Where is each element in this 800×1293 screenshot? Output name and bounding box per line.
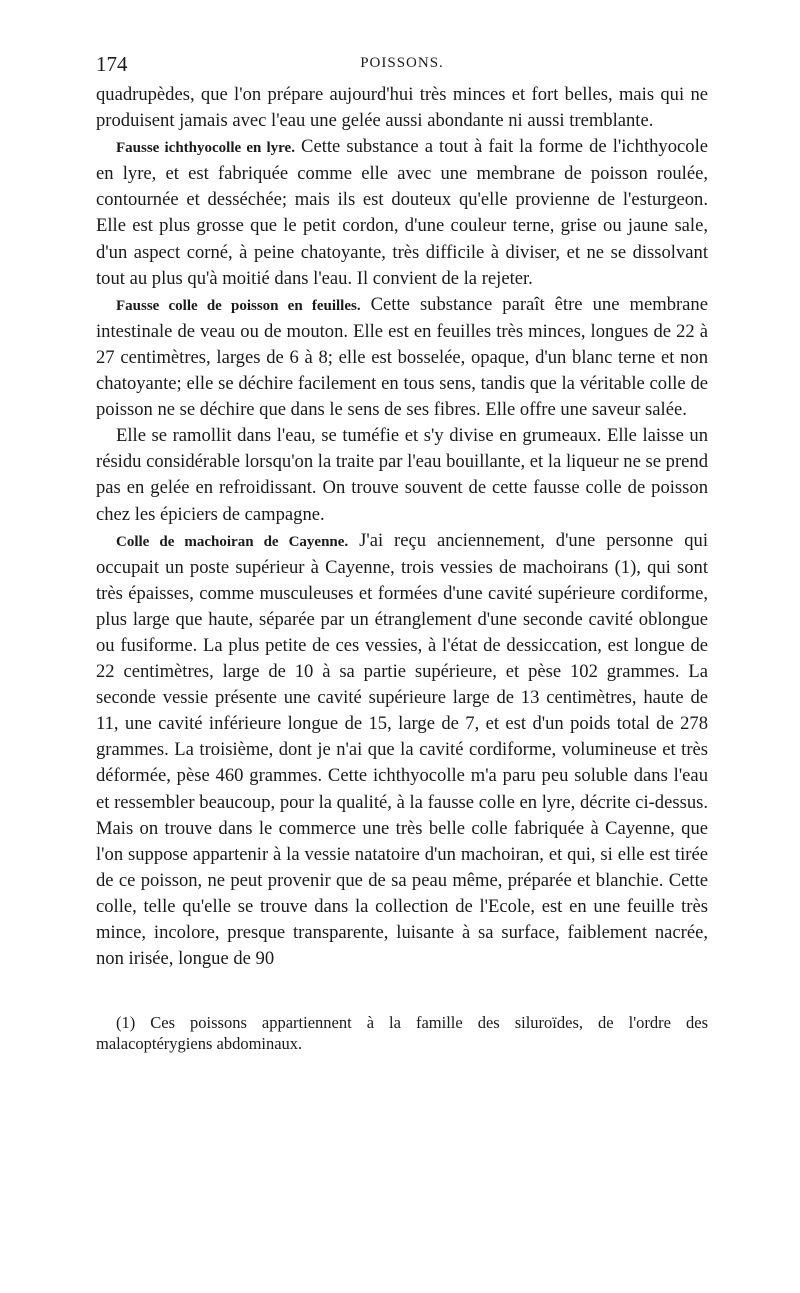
body-text <box>96 82 708 972</box>
paragraph-text: Elle se ramollit dans l'eau, se tuméfie et s'y divise en grumeaux. Elle laisse un résidu considérable lorsqu'on la traite par l'eau bouillante, et la liqueur ne se prend pas en gelée en refroidissant. On trouve souvent de cette fausse colle de poisson chez les épiciers de campagne. <box>96 425 708 525</box>
book-page <box>96 42 708 1054</box>
paragraph-text: Cette substance paraît être une membrane intestinale de veau ou de mouton. Elle est en feuilles très minces, longues de 22 à 27 centimètres, larges de 6 à 8; elle est bosselée, opaque, d'un blanc terne et non chatoyante; elle se déchire facilement en tous sens, tandis que la véritable colle de poisson ne se déchire que dans le sens de ses fibres. Elle offre une saveur salée. <box>96 293 708 421</box>
section-heading-colle-machoiran: Colle de machoiran de Cayenne. <box>116 533 349 550</box>
paragraph-colle-machoiran <box>96 528 708 973</box>
running-title: POISSONS. <box>360 55 444 71</box>
paragraph-text: quadrupèdes, que l'on prépare aujourd'hui très minces et fort belles, mais qui ne produisent jamais avec l'eau une gelée aussi abondante ni aussi tremblante. <box>96 84 708 132</box>
section-heading-fausse-ichthyocolle: Fausse ichthyocolle en lyre. <box>116 140 295 157</box>
paragraph-continuation <box>96 82 708 134</box>
paragraph-fausse-ichthyocolle <box>96 134 708 292</box>
page-number: 174 <box>96 52 128 76</box>
section-heading-fausse-colle-feuilles: Fausse colle de poisson en feuilles. <box>116 297 361 314</box>
footnote: (1) Ces poissons appartiennent à la famille des siluroïdes, de l'ordre des malacoptérygiens abdominaux. <box>96 1013 708 1054</box>
running-header <box>96 42 708 82</box>
paragraph-fausse-colle-feuilles <box>96 292 708 423</box>
paragraph-text: Cette substance a tout à fait la forme de l'ichthyocole en lyre, et est fabriquée comme elle avec une membrane de poisson roulée, contournée et desséchée; mais ils est douteux qu'elle provienne de l'esturgeon. Elle est plus grosse que le petit cordon, d'une couleur terne, grise ou jaune sale, d'un aspect corné, à peine chatoyante, très difficile à diviser, et ne se dissolvant tout au plus qu'à moitié dans l'eau. Il convient de la rejeter. <box>96 136 708 289</box>
paragraph-ramollit <box>96 423 708 527</box>
paragraph-text: J'ai reçu anciennement, d'une personne qui occupait un poste supérieur à Cayenne, trois vessies de machoirans (1), qui sont très épaisses, comme musculeuses et formées d'une cavité supérieure cordiforme, plus large que haute, séparée par un étranglement d'une seconde cavité oblongue ou fusiforme. La plus petite de ces vessies, à l'état de dessiccation, est longue de 22 centimètres, large de 10 à sa partie supérieure, et pèse 102 grammes. La seconde vessie présente une cavité supérieure large de 13 centimètres, haute de 11, une cavité inférieure longue de 15, large de 7, et est d'un poids total de 278 grammes. La troisième, dont je n'ai que la cavité cordiforme, volumineuse et très déformée, pèse 460 grammes. Cette ichthyocolle m'a paru peu soluble dans l'eau et ressembler beaucoup, pour la qualité, à la fausse colle en lyre, décrite ci-dessus. Mais on trouve dans le commerce une très belle colle fabriquée à Cayenne, que l'on suppose appartenir à la vessie natatoire d'un machoiran, et qui, si elle est tirée de ce poisson, ne peut provenir que de sa peau même, préparée et blanchie. Cette colle, telle qu'elle se trouve dans la collection de l'Ecole, est en une feuille très mince, incolore, presque transparente, luisante à sa surface, faiblement nacrée, non irisée, longue de 90 <box>96 529 708 970</box>
